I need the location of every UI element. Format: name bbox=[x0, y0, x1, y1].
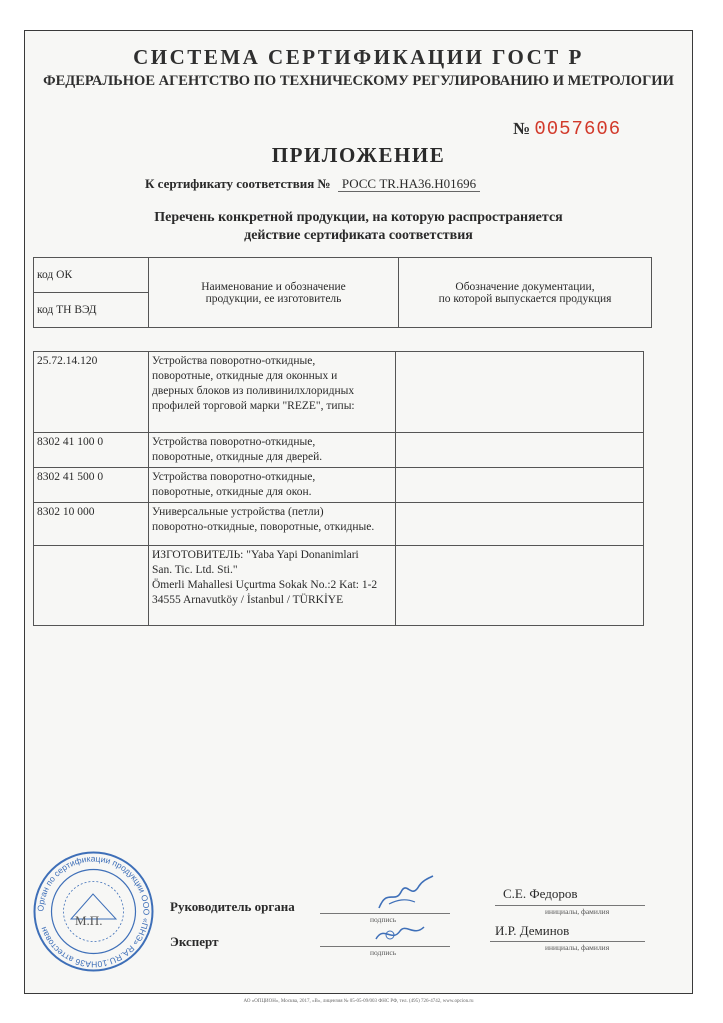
system-title: СИСТЕМА СЕРТИФИКАЦИИ ГОСТ Р bbox=[133, 45, 584, 69]
manufacturer-description bbox=[149, 546, 396, 626]
agency-title: ФЕДЕРАЛЬНОЕ АГЕНТСТВО ПО ТЕХНИЧЕСКОМУ РЕГУЛИРОВАНИЮ И МЕТРОЛОГИИ bbox=[43, 73, 674, 89]
head-name-hint: инициалы, фамилия bbox=[545, 907, 610, 916]
number-label: № bbox=[513, 119, 531, 138]
row-description bbox=[149, 503, 396, 546]
printer-footer: АО «ОПЦИОН», Москва, 2017, «В», лицензия № 05-05-09/003 ФНС РФ, тел. (495) 726-4742, www.opcion.ru bbox=[243, 999, 474, 1004]
row-line: San. Tic. Ltd. Sti." bbox=[152, 564, 238, 576]
row-line: Универсальные устройства (петли) bbox=[152, 506, 324, 518]
expert-name: И.Р. Деминов bbox=[495, 923, 570, 938]
table-row bbox=[34, 433, 644, 468]
row-code: 25.72.14.120 bbox=[34, 352, 149, 433]
head-name-line bbox=[495, 905, 645, 906]
name-column-header bbox=[149, 258, 399, 328]
row-description bbox=[149, 433, 396, 468]
certificate-number: РОСС TR.НА36.Н01696 bbox=[338, 176, 480, 192]
row-line: 34555 Arnavutköy / İstanbul / TÜRKİYE bbox=[152, 594, 344, 606]
docs-header-line2: по которой выпускается продукция bbox=[438, 292, 612, 305]
docs-header-line1: Обозначение документации, bbox=[455, 280, 595, 293]
row-docs bbox=[396, 546, 644, 626]
code-ok-label: код ОК bbox=[34, 258, 148, 293]
row-docs bbox=[396, 433, 644, 468]
row-line: профилей торговой марки "REZE", типы: bbox=[152, 400, 355, 412]
row-code bbox=[34, 546, 149, 626]
row-docs bbox=[396, 352, 644, 433]
page-title: ПРИЛОЖЕНИЕ bbox=[271, 143, 446, 167]
row-docs bbox=[396, 468, 644, 503]
row-description bbox=[149, 352, 396, 433]
number-value: 0057606 bbox=[534, 118, 622, 140]
table-row bbox=[34, 503, 644, 546]
table-header bbox=[33, 257, 652, 328]
row-line: Устройства поворотно-откидные, bbox=[152, 436, 316, 448]
code-tnved-label: код ТН ВЭД bbox=[37, 304, 97, 316]
row-line: Устройства поворотно-откидные, bbox=[152, 355, 316, 367]
row-line: ИЗГОТОВИТЕЛЬ: "Yaba Yapi Donanimlari bbox=[152, 549, 359, 561]
row-line: дверных блоков из поливинилхлоридных bbox=[152, 385, 355, 397]
certification-stamp-icon bbox=[31, 849, 156, 974]
table-row bbox=[34, 468, 644, 503]
head-signature-icon bbox=[375, 874, 435, 914]
expert-name-hint: инициалы, фамилия bbox=[545, 943, 610, 952]
row-line: поворотные, откидные для оконных и bbox=[152, 370, 338, 382]
certificate-line bbox=[145, 176, 480, 192]
row-line: поворотные, откидные для окон. bbox=[152, 486, 312, 498]
row-code: 8302 10 000 bbox=[34, 503, 149, 546]
row-docs bbox=[396, 503, 644, 546]
row-line: поворотные, откидные для дверей. bbox=[152, 451, 323, 463]
table-row bbox=[34, 352, 644, 433]
certificate-sheet bbox=[24, 30, 693, 1004]
list-heading-line2: действие сертификата соответствия bbox=[244, 228, 473, 243]
row-line: поворотно-откидные, поворотные, откидные. bbox=[152, 521, 375, 533]
name-header-line1: Наименование и обозначение bbox=[201, 280, 346, 293]
row-line: Ömerli Mahallesi Uçurtma Sokak No.:2 Kat: 1-2 bbox=[152, 579, 378, 591]
head-sign-hint: подпись bbox=[370, 915, 397, 924]
stamp-ring-text: Орган по сертификации продукции ООО «ПНЭ» RA.RU.10НА36 аттестован bbox=[35, 853, 152, 970]
row-code: 8302 41 100 0 bbox=[34, 433, 149, 468]
list-heading-line1: Перечень конкретной продукции, на которую распространяется bbox=[154, 210, 563, 225]
row-description bbox=[149, 468, 396, 503]
code-column-header bbox=[34, 258, 149, 328]
expert-name-line bbox=[490, 941, 645, 942]
row-line: Устройства поворотно-откидные, bbox=[152, 471, 316, 483]
head-role: Руководитель органа bbox=[170, 899, 295, 914]
expert-sign-hint: подпись bbox=[370, 948, 397, 957]
docs-column-header bbox=[399, 258, 652, 328]
head-name: С.Е. Федоров bbox=[503, 886, 578, 901]
products-table bbox=[33, 351, 644, 626]
expert-role: Эксперт bbox=[170, 934, 219, 949]
table-row bbox=[34, 546, 644, 626]
expert-signature-icon bbox=[370, 919, 430, 947]
certificate-label: К сертификату соответствия № bbox=[145, 176, 331, 191]
stamp-mark: М.П. bbox=[75, 913, 103, 928]
row-code: 8302 41 500 0 bbox=[34, 468, 149, 503]
form-number bbox=[513, 118, 621, 140]
name-header-line2: продукции, ее изготовитель bbox=[205, 292, 342, 305]
